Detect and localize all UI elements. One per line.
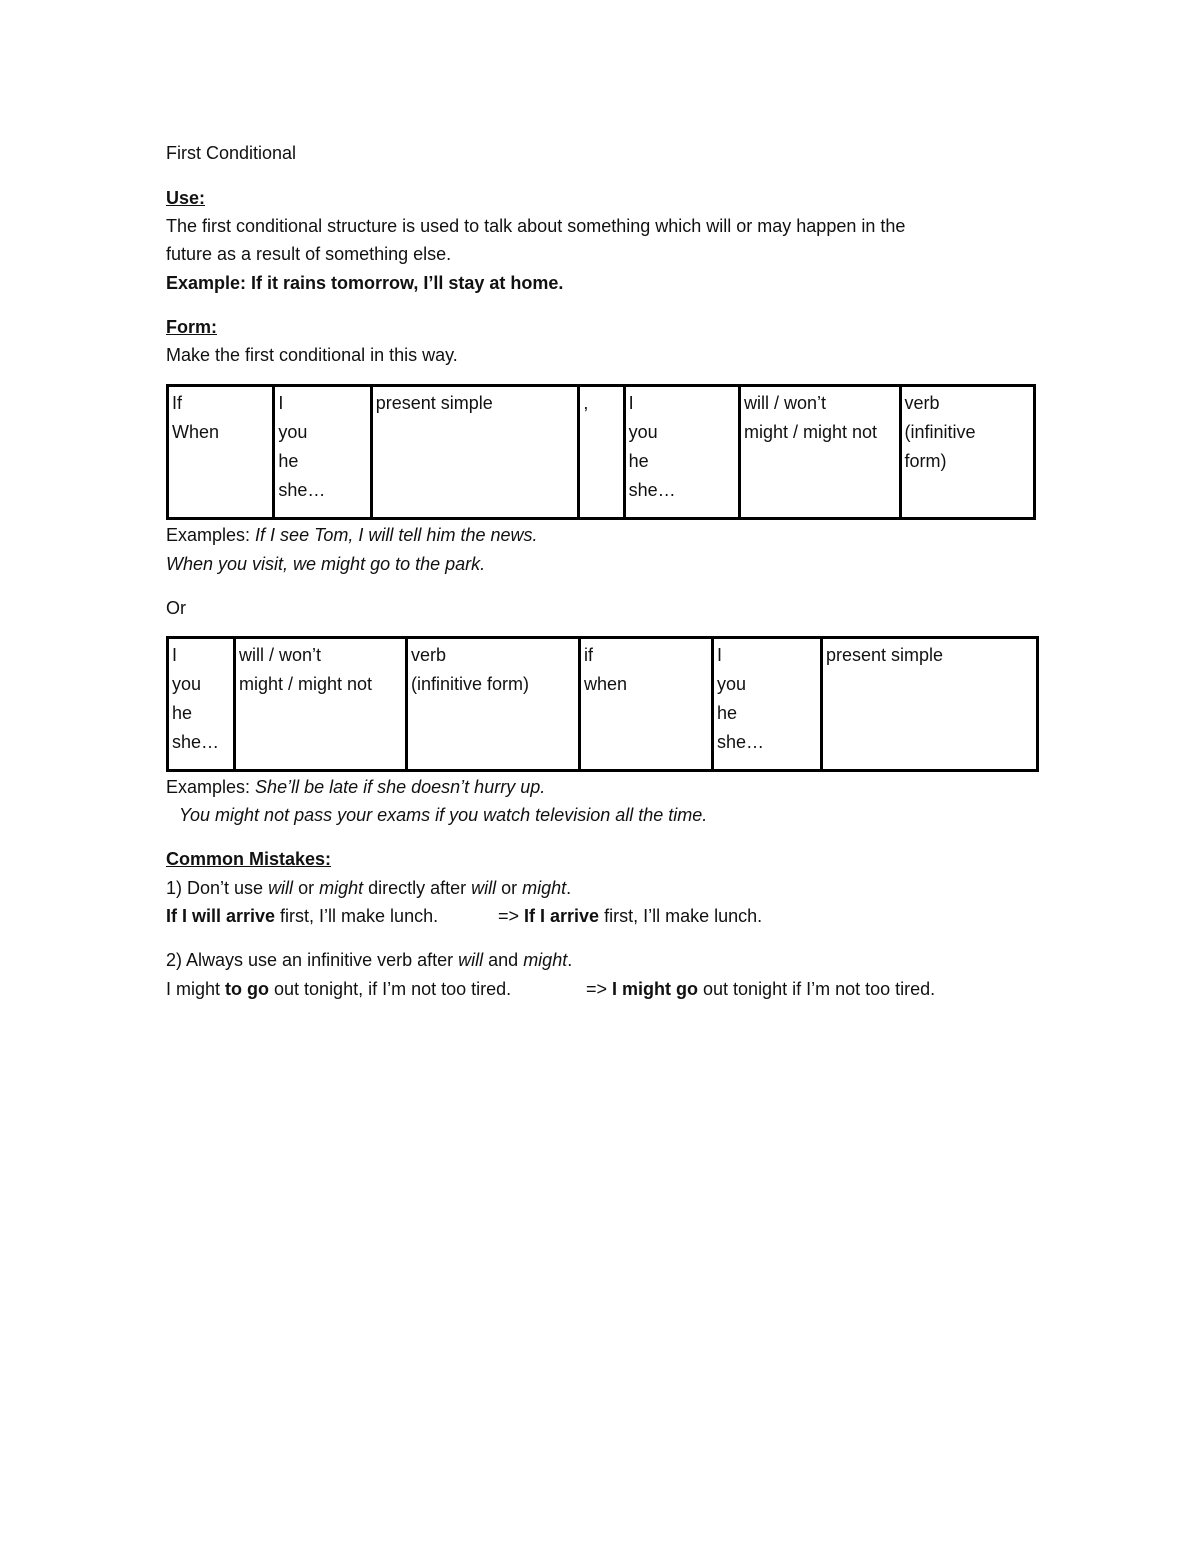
form-intro: Make the first conditional in this way. bbox=[166, 345, 458, 365]
use-example: Example: If it rains tomorrow, I’ll stay at home. bbox=[166, 273, 564, 293]
examples-2-line-1: Examples: She’ll be late if she doesn’t hurry up. bbox=[166, 777, 546, 797]
table2-col-modal: will / won’t might / might not bbox=[235, 638, 407, 771]
mistake-1-correct: => If I arrive first, I’ll make lunch. bbox=[498, 906, 763, 926]
form-heading: Form: bbox=[166, 317, 217, 337]
page-title: First Conditional bbox=[166, 143, 297, 163]
table2-col-tense: present simple bbox=[822, 638, 1038, 771]
table1-col-modal: will / won’t might / might not bbox=[739, 386, 900, 519]
use-heading: Use: bbox=[166, 188, 206, 208]
structure-table-if-first bbox=[166, 384, 1036, 520]
mistake-1-wrong: If I will arrive first, I’ll make lunch. bbox=[166, 906, 439, 926]
mistake-2-wrong: I might to go out tonight, if I’m not too tired. bbox=[166, 979, 512, 999]
table1-col-verb: verb (infinitive form) bbox=[900, 386, 1035, 519]
examples-1-line-2: When you visit, we might go to the park. bbox=[166, 554, 486, 574]
mistakes-heading: Common Mistakes: bbox=[166, 849, 332, 869]
use-text-line-2: future as a result of something else. bbox=[166, 244, 452, 264]
mistake-1-rule: 1) Don’t use will or might directly after will or might. bbox=[166, 878, 572, 898]
table2-col-verb: verb (infinitive form) bbox=[407, 638, 580, 771]
table1-col-comma: , bbox=[579, 386, 624, 519]
table2-col-subject-2: I you he she… bbox=[713, 638, 822, 771]
structure-table-result-first bbox=[166, 636, 1039, 772]
table1-col-conjunction: If When bbox=[172, 393, 220, 442]
examples-2-line-2: You might not pass your exams if you watch television all the time. bbox=[179, 805, 708, 825]
or-label: Or bbox=[166, 598, 186, 618]
table2-col-subject: I you he she… bbox=[172, 645, 220, 752]
mistake-2-correct: => I might go out tonight if I’m not too tired. bbox=[586, 979, 936, 999]
table1-col-subject-2: I you he she… bbox=[624, 386, 739, 519]
use-text-line-1: The first conditional structure is used to talk about something which will or may happen in the bbox=[166, 216, 906, 236]
table1-col-tense: present simple bbox=[371, 386, 579, 519]
table2-col-conjunction: if when bbox=[580, 638, 713, 771]
examples-1-line-1: Examples: If I see Tom, I will tell him the news. bbox=[166, 525, 538, 545]
mistake-2-rule: 2) Always use an infinitive verb after will and might. bbox=[166, 950, 573, 970]
table1-col-subject: I you he she… bbox=[274, 386, 371, 519]
